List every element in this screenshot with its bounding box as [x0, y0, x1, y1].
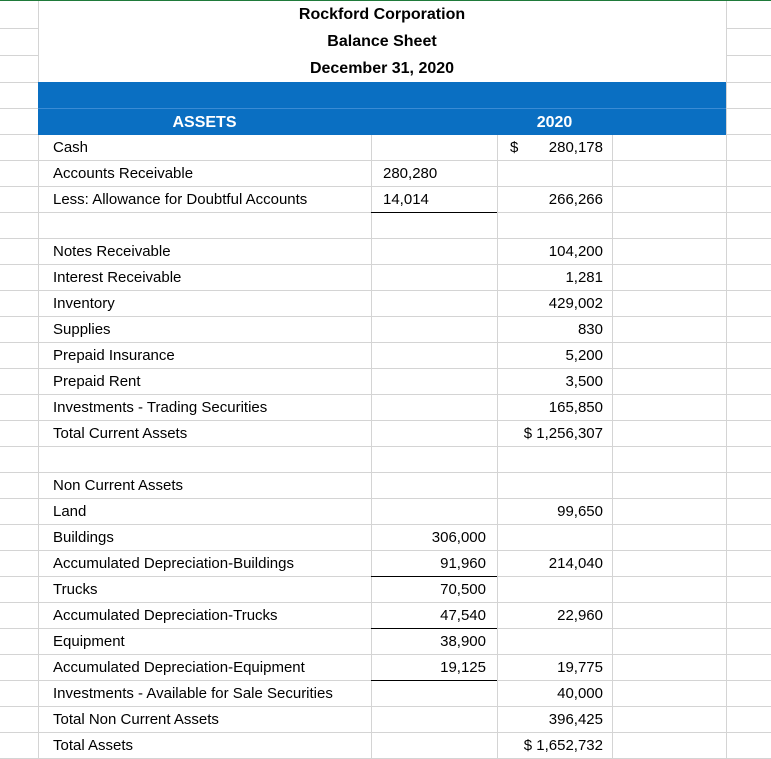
value-prepaid-rent[interactable]: 3,500: [565, 373, 603, 390]
subtotal-underline: [371, 680, 497, 681]
statement-title: Balance Sheet: [327, 33, 437, 50]
row-label-allowance[interactable]: Less: Allowance for Doubtful Accounts: [53, 191, 308, 208]
value-cash[interactable]: 280,178: [548, 139, 603, 156]
row-label-accum-dep-trucks[interactable]: Accumulated Depreciation-Trucks: [53, 607, 278, 624]
detail-equipment[interactable]: 38,900: [440, 633, 486, 650]
value-prepaid-insurance[interactable]: 5,200: [565, 347, 603, 364]
row-label-inventory[interactable]: Inventory: [53, 295, 115, 312]
value-trading-securities[interactable]: 165,850: [548, 399, 603, 416]
row-label-land[interactable]: Land: [53, 503, 87, 520]
value-inventory[interactable]: 429,002: [548, 295, 603, 312]
section-label-non-current-assets[interactable]: Non Current Assets: [53, 477, 184, 494]
value-total-current-assets[interactable]: $ 1,256,307: [523, 425, 603, 442]
detail-allowance[interactable]: 14,014: [383, 191, 429, 208]
row-label-total-non-current-assets[interactable]: Total Non Current Assets: [53, 711, 219, 728]
row-label-cash[interactable]: Cash: [53, 139, 89, 156]
row-label-prepaid-rent[interactable]: Prepaid Rent: [53, 373, 141, 390]
currency-symbol: $: [510, 139, 519, 156]
row-label-buildings[interactable]: Buildings: [53, 529, 114, 546]
row-label-accum-dep-buildings[interactable]: Accumulated Depreciation-Buildings: [53, 555, 294, 572]
row-label-notes-receivable[interactable]: Notes Receivable: [53, 243, 171, 260]
value-afs-securities[interactable]: 40,000: [557, 685, 603, 702]
value-net-receivable[interactable]: 266,266: [548, 191, 603, 208]
row-label-trucks[interactable]: Trucks: [53, 581, 98, 598]
detail-trucks[interactable]: 70,500: [440, 581, 486, 598]
subtotal-underline: [371, 212, 497, 213]
row-label-equipment[interactable]: Equipment: [53, 633, 125, 650]
column-divider: [726, 0, 727, 759]
value-notes-receivable[interactable]: 104,200: [548, 243, 603, 260]
value-supplies[interactable]: 830: [577, 321, 603, 338]
value-land[interactable]: 99,650: [557, 503, 603, 520]
row-label-prepaid-insurance[interactable]: Prepaid Insurance: [53, 347, 175, 364]
year-header: 2020: [536, 114, 573, 131]
row-label-total-current-assets[interactable]: Total Current Assets: [53, 425, 188, 442]
value-total-non-current-assets[interactable]: 396,425: [548, 711, 603, 728]
value-interest-receivable[interactable]: 1,281: [565, 269, 603, 286]
row-label-supplies[interactable]: Supplies: [53, 321, 111, 338]
row-label-interest-receivable[interactable]: Interest Receivable: [53, 269, 182, 286]
row-label-trading-securities[interactable]: Investments - Trading Securities: [53, 399, 268, 416]
header-band-divider: [38, 108, 726, 109]
detail-accum-dep-buildings[interactable]: 91,960: [440, 555, 486, 572]
value-net-trucks[interactable]: 22,960: [557, 607, 603, 624]
row-divider: [0, 316, 771, 317]
assets-header: ASSETS: [172, 114, 237, 131]
detail-buildings[interactable]: 306,000: [431, 529, 486, 546]
row-label-afs-securities[interactable]: Investments - Available for Sale Securities: [53, 685, 333, 702]
statement-date: December 31, 2020: [309, 60, 455, 77]
value-net-equipment[interactable]: 19,775: [557, 659, 603, 676]
value-net-buildings[interactable]: 214,040: [548, 555, 603, 572]
row-label-accum-dep-equipment[interactable]: Accumulated Depreciation-Equipment: [53, 659, 305, 676]
row-label-accounts-receivable[interactable]: Accounts Receivable: [53, 165, 194, 182]
company-name: Rockford Corporation: [298, 6, 466, 23]
row-label-total-assets[interactable]: Total Assets: [53, 737, 134, 754]
detail-accum-dep-equipment[interactable]: 19,125: [440, 659, 486, 676]
value-total-assets[interactable]: $ 1,652,732: [523, 737, 603, 754]
detail-accounts-receivable[interactable]: 280,280: [383, 165, 438, 182]
detail-accum-dep-trucks[interactable]: 47,540: [440, 607, 486, 624]
